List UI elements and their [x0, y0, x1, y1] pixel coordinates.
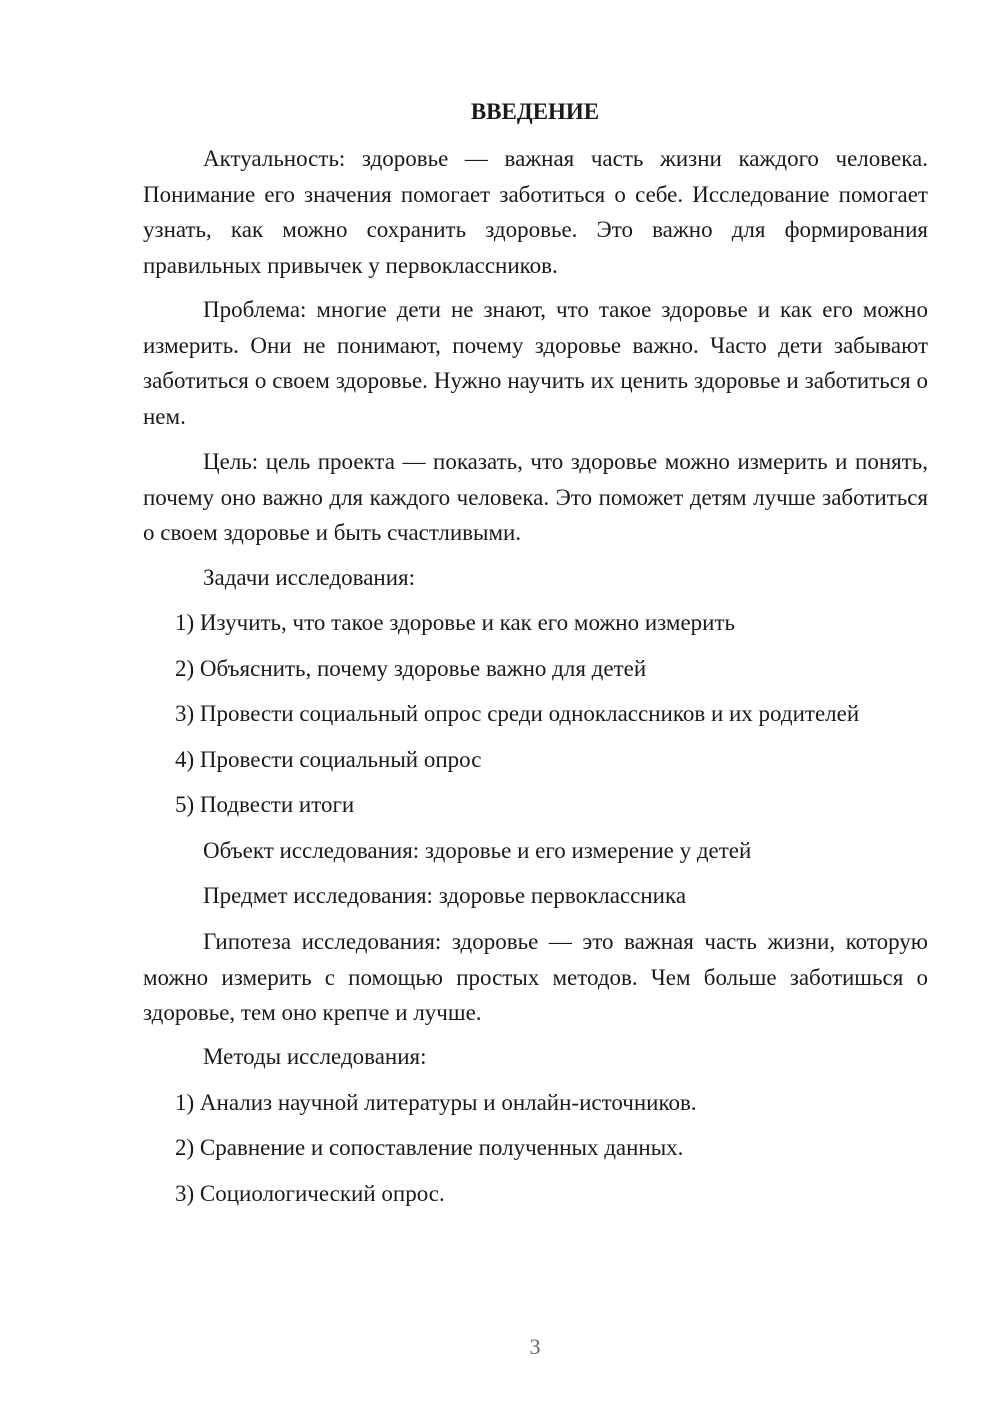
method-item-3: 3) Социологический опрос. — [175, 1181, 445, 1206]
method-item-2: 2) Сравнение и сопоставление полученных данных. — [175, 1135, 684, 1160]
page-title: ВВЕДЕНИЕ — [470, 99, 600, 124]
problem-paragraph: Проблема: многие дети не знают, что такое здоровье и как его можно измерить. Они не понимают, почему здоровье важно. Часто дети забывают заботиться о своем здоровье. Нужно научить их ценить здоровье и заботиться о нем. — [143, 297, 928, 429]
methods-heading: Методы исследования: — [203, 1044, 427, 1069]
task-item-4: 4) Провести социальный опрос — [175, 747, 482, 772]
goal-paragraph: Цель: цель проекта — показать, что здоровье можно измерить и понять, почему оно важно для каждого человека. Это поможет детям лучше заботиться о своем здоровье и быть счастливыми. — [143, 449, 928, 545]
task-item-2: 2) Объяснить, почему здоровье важно для детей — [175, 656, 647, 681]
page-number: 3 — [529, 1334, 541, 1359]
relevance-paragraph: Актуальность: здоровье — важная часть жизни каждого человека. Понимание его значения помогает заботиться о себе. Исследование помогает узнать, как можно сохранить здоровье. Это важно для формирования правильных привычек у первоклассников. — [143, 146, 928, 278]
research-subject: Предмет исследования: здоровье первоклассника — [203, 883, 687, 908]
method-item-1: 1) Анализ научной литературы и онлайн-источников. — [175, 1090, 697, 1115]
task-item-5: 5) Подвести итоги — [175, 792, 355, 817]
tasks-heading: Задачи исследования: — [203, 565, 416, 590]
hypothesis-paragraph: Гипотеза исследования: здоровье — это важная часть жизни, которую можно измерить с помощью простых методов. Чем больше заботишься о здоровье, тем оно крепче и лучше. — [143, 929, 928, 1025]
research-object: Объект исследования: здоровье и его измерение у детей — [203, 838, 752, 863]
task-item-1: 1) Изучить, что такое здоровье и как его можно измерить — [175, 610, 736, 635]
task-item-3: 3) Провести социальный опрос среди одноклассников и их родителей — [175, 701, 860, 726]
